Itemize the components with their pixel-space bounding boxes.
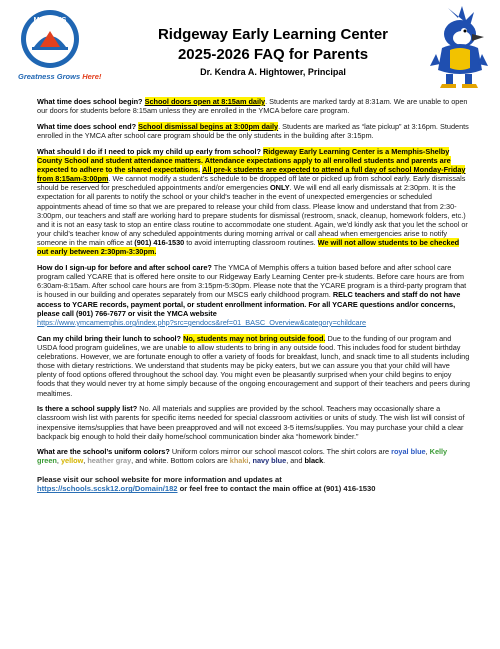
- school-website-link[interactable]: https://schools.scsk12.org/Domain/182: [37, 484, 178, 494]
- answer: Due to the funding of our program and USDA food program guidelines, we are unable to allow students to bring in any outside food. This includes food for student birthday celebrations. However, we are fortunate enough to offer a variety of foods for breakfast, lunch, and snack time to all students including those with dietary restrictions. We understand that students may be picky eaters, but we can assure you that your child will have plenty of food options offered throughout the school day. You might even be pleasantly surprised when your child begins to enjoy foods that they would never try at home simply because of the ongoing encouragement and support of their teachers and peers during mealtimes.: [37, 333, 470, 398]
- question: What time does school end?: [37, 121, 137, 131]
- page-title: Ridgeway Early Learning Center: [157, 26, 389, 43]
- separator: ,: [56, 456, 61, 466]
- answer: . Students are marked tardy at 8:31am. We are unable to open our doors for students before 8:15am unless they are enrolled in the YMCA before care program.: [37, 97, 468, 116]
- faq-item-school-begin: [37, 97, 470, 115]
- answer: The YMCA of Memphis offers a tuition based before and after school care program called YCARE that is offered here onsite to our Ridgeway Early Learning Center pre-k students. Before care hours are from 6:30am-8:15am. After school care hours are from 3:15pm-5:30pm. Please note that the YCARE program is a third-party program that is housed in our building and operates separately from our MSCS early childhood program.: [37, 263, 467, 300]
- mascot-bird-icon: [428, 4, 490, 90]
- emphasis: RELC teachers and staff do not have access to YCARE records, payment portal, or student enrollment information. For all YCARE questions and/or concerns, please call (901) 766-7677 or visit the YMCA website: [37, 290, 461, 318]
- closing-text: or feel free to contact the main office at (901) 416-1530: [177, 484, 376, 494]
- question: What time does school begin?: [37, 97, 143, 106]
- answer: . We cannot modify a student’s schedule to be dropped off late or picked up from school early. Early dismissals should be reserved for prescheduled appointments and/or emergencies: [37, 174, 466, 193]
- answer: .: [323, 456, 326, 466]
- answer: No. All materials and supplies are provided by the school. Teachers may occasionally share a classroom wish list with parents for specific items needed for special classroom activities or units of study. The wish list will consist of inexpensive items/supplies that have been preapproved and will not exceed 3-5 items/supplies. You may purchase your child a clear backpack big enough to hold their daily home/school communication binder aka “homework binder.”: [37, 404, 465, 441]
- highlight: We will not allow students to be checked out early between 2:30pm-3:30pm.: [37, 238, 460, 257]
- highlight: School doors open at 8:15am daily: [144, 97, 266, 106]
- question: What are the school’s uniform colors?: [37, 447, 170, 457]
- color-black: black: [304, 456, 324, 466]
- color-khaki: khaki: [229, 456, 249, 466]
- color-yellow: yellow: [60, 456, 84, 466]
- faq-item-before-after-care: [37, 263, 470, 327]
- color-royal-blue: royal blue: [391, 447, 426, 457]
- separator: ,: [425, 447, 430, 457]
- faq-item-early-pickup: [37, 147, 470, 257]
- closing-note: [37, 475, 470, 494]
- highlight: No, students may not bring outside food.: [183, 333, 326, 343]
- page-subtitle: 2025-2026 FAQ for Parents: [177, 46, 369, 63]
- separator: ,: [248, 456, 253, 466]
- answer: Uniform colors mirror our school mascot colors. The shirt colors are: [169, 447, 392, 457]
- answer: , and white. Bottom colors are: [131, 456, 230, 466]
- emphasis: ONLY: [269, 183, 290, 193]
- highlight: Ridgeway Early Learning Center is a Memphis-Shelby County School and student attendance matters. Attendance expectations apply to all enrolled students and parents are expected to adhere to the shared expectations.: [37, 146, 451, 174]
- color-navy-blue: navy blue: [252, 456, 287, 466]
- faq-item-school-end: [37, 122, 470, 140]
- answer: , and: [286, 456, 305, 466]
- question: What should I do if I need to pick my child up early from school?: [37, 146, 261, 156]
- faq-item-uniform: [37, 447, 470, 465]
- highlight: School dismissal begins at 3:00pm daily: [138, 121, 279, 131]
- separator: ,: [83, 456, 88, 466]
- question: Can my child bring their lunch to school?: [37, 333, 182, 343]
- color-kelly-green: Kelly green: [37, 447, 448, 466]
- answer: . Students are marked as “late pickup” at 3:16pm. Students enrolled in the YMCA after school care program should be the only students in the building after 3:15pm.: [37, 121, 469, 140]
- faq-content: [37, 97, 470, 501]
- closing-text: Please visit our school website for more information and updates at: [37, 474, 282, 484]
- phone-number: (901) 416-1530: [134, 238, 185, 248]
- logo-text: MEMPHIS: [33, 17, 67, 24]
- answer: . We will end all early dismissals at 2:30pm. It is the expectation for all parents to notify the school or your child’s teacher in the event of unexpected emergencies or scheduled appointments ahead of time so that we are prepared to release your child from class. Please know and understand that from 2:30-3:00pm, our teachers and staff are working hard to prepare students for dismissal (restroom, snack, cleanup, homework folders, etc.) and it is not an easy task to stop an entire class routine to accommodate one student. Again, we’d kindly ask that you let the school or your child’s teacher know of any scheduled appointments during morning arrival or call ahead when emergencies arise to notify someone in the main office at: [37, 183, 468, 248]
- question: How do I sign-up for before and after school care?: [37, 263, 212, 272]
- ymca-link[interactable]: https://www.ymcamemphis.org/index.php?src=gendocs&ref=01_BASC_Overview&category=childcare: [37, 317, 367, 327]
- color-heather-gray: heather gray: [87, 456, 132, 466]
- question: Is there a school supply list?: [37, 404, 138, 414]
- faq-item-lunch: [37, 334, 470, 398]
- principal-name: Dr. Kendra A. Hightower, Principal: [200, 67, 346, 77]
- faq-item-supply-list: [37, 404, 470, 441]
- highlight: All pre-k students are expected to attend a full day of school Monday-Friday from 8:15am-3:00pm: [37, 164, 466, 184]
- answer: to avoid interrupting classroom routines.: [184, 238, 316, 248]
- tagline: Greatness Grows Here!: [18, 72, 102, 81]
